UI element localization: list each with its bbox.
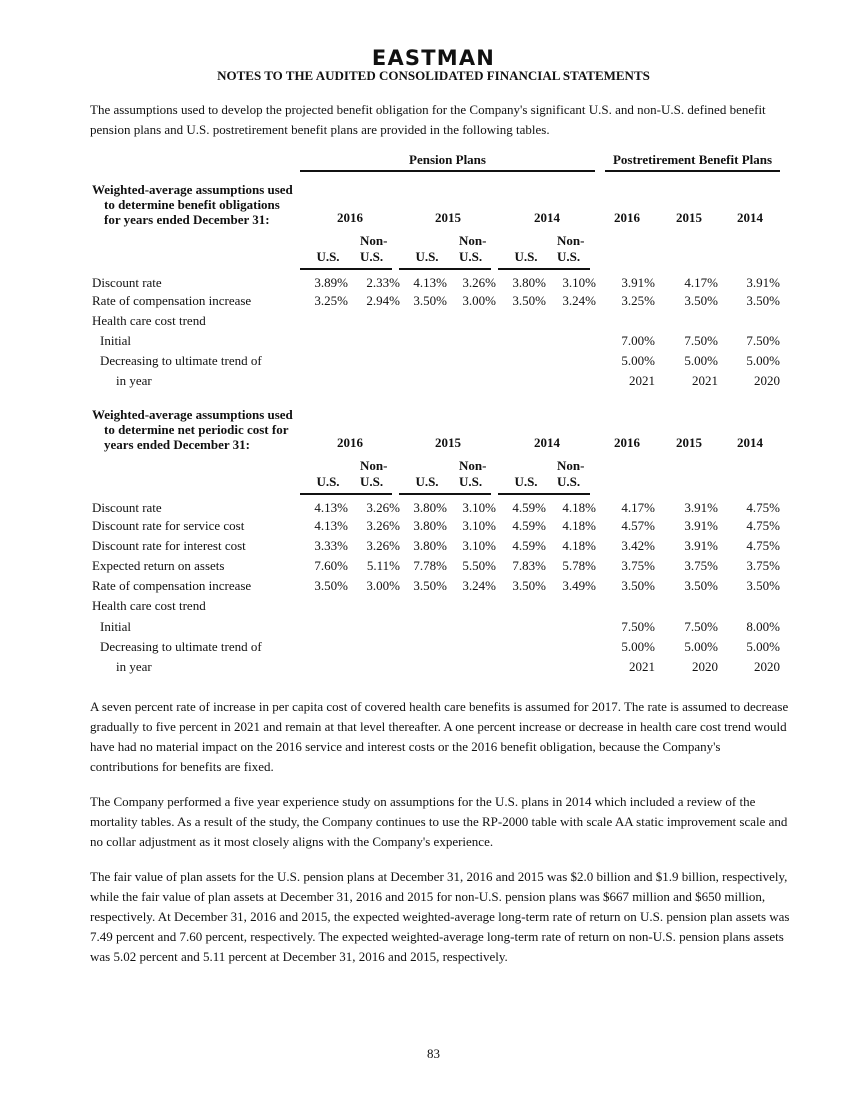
postretirement-value-cell: 3.91% [684, 500, 718, 515]
column-group-rule [498, 268, 590, 270]
non-us-column-header [557, 458, 597, 490]
pension-value-cell: 4.59% [512, 538, 546, 553]
pension-value-cell: 3.25% [314, 293, 348, 308]
postretirement-value-cell: 2020 [754, 659, 780, 674]
postretirement-value-cell: 3.25% [621, 293, 655, 308]
non-us-line-1: Non- [557, 233, 585, 248]
postretirement-value-cell: 5.00% [746, 353, 780, 368]
company-logo: EASTMAN [371, 46, 496, 70]
pension-year-header: 2015 [435, 435, 461, 450]
section-title-line: Weighted-average assumptions used [92, 407, 293, 422]
row-label: Discount rate for service cost [92, 518, 245, 533]
pension-value-cell: 3.50% [413, 293, 447, 308]
pension-value-cell: 4.18% [562, 518, 596, 533]
postretirement-value-cell: 7.50% [746, 333, 780, 348]
postretirement-value-cell: 5.00% [684, 353, 718, 368]
postretirement-value-cell: 2021 [629, 659, 655, 674]
postretirement-value-cell: 5.00% [621, 639, 655, 654]
postretirement-value-cell: 3.75% [684, 558, 718, 573]
non-us-column-header [360, 233, 400, 265]
pension-value-cell: 3.33% [314, 538, 348, 553]
section-title-line: to determine benefit obligations [104, 197, 280, 212]
pension-value-cell: 4.13% [413, 275, 447, 290]
pension-value-cell: 3.80% [512, 275, 546, 290]
postretirement-value-cell: 3.50% [621, 578, 655, 593]
postretirement-value-cell: 3.50% [746, 578, 780, 593]
postretirement-value-cell: 7.50% [684, 333, 718, 348]
pension-value-cell: 4.59% [512, 500, 546, 515]
non-us-line-2: U.S. [360, 249, 384, 264]
pension-value-cell: 4.13% [314, 518, 348, 533]
us-column-header: U.S. [514, 249, 538, 264]
pension-value-cell: 5.50% [462, 558, 496, 573]
row-label: Decreasing to ultimate trend of [100, 353, 262, 368]
pension-value-cell: 3.50% [314, 578, 348, 593]
postretirement-value-cell: 7.50% [621, 619, 655, 634]
row-label: Health care cost trend [92, 313, 206, 328]
pension-value-cell: 3.24% [562, 293, 596, 308]
non-us-line-1: Non- [557, 458, 585, 473]
row-label: Initial [100, 619, 132, 634]
us-column-header: U.S. [415, 474, 439, 489]
row-label: Rate of compensation increase [92, 578, 252, 593]
pension-year-header: 2014 [534, 435, 560, 450]
pension-year-header: 2015 [435, 210, 461, 225]
postretirement-year-header: 2015 [676, 435, 702, 450]
postretirement-value-cell: 3.75% [746, 558, 780, 573]
non-us-column-header [459, 233, 499, 265]
row-label: Discount rate for interest cost [92, 538, 246, 553]
non-us-line-2: U.S. [557, 249, 581, 264]
column-group-rule [300, 268, 392, 270]
non-us-column-header [459, 458, 499, 490]
postretirement-value-cell: 4.75% [746, 518, 780, 533]
non-us-line-2: U.S. [557, 474, 581, 489]
pension-value-cell: 4.13% [314, 500, 348, 515]
pension-value-cell: 3.26% [366, 500, 400, 515]
postretirement-value-cell: 3.42% [621, 538, 655, 553]
pension-value-cell: 3.26% [366, 518, 400, 533]
pension-value-cell: 3.50% [512, 578, 546, 593]
non-us-column-header [360, 458, 400, 490]
pension-value-cell: 3.24% [462, 578, 496, 593]
row-label: Rate of compensation increase [92, 293, 252, 308]
postretirement-value-cell: 4.17% [684, 275, 718, 290]
postretirement-value-cell: 3.91% [684, 538, 718, 553]
non-us-column-header [557, 233, 597, 265]
pension-value-cell: 3.50% [413, 578, 447, 593]
postretirement-value-cell: 3.50% [684, 578, 718, 593]
pension-value-cell: 3.89% [314, 275, 348, 290]
pension-value-cell: 3.49% [562, 578, 596, 593]
postretirement-value-cell: 5.00% [746, 639, 780, 654]
pension-value-cell: 3.80% [413, 518, 447, 533]
postretirement-value-cell: 2021 [692, 373, 718, 388]
section-title-line: for years ended December 31: [104, 212, 270, 227]
row-label: Discount rate [92, 500, 162, 515]
paragraph-experience-study: The Company performed a five year experience study on assumptions for the U.S. plans in 2014 which included a review of the mortality tables. As a result of the study, the Company continues to use the RP-2000 table with scale AA static improvement scale and no collar adjustment as it most closely aligns with the Company's experience. [90, 794, 788, 849]
postretirement-value-cell: 3.50% [684, 293, 718, 308]
postretirement-value-cell: 4.75% [746, 538, 780, 553]
postretirement-value-cell: 2020 [754, 373, 780, 388]
pension-value-cell: 4.18% [562, 500, 596, 515]
row-label: in year [116, 659, 152, 674]
row-label: in year [116, 373, 152, 388]
us-column-header: U.S. [514, 474, 538, 489]
postretirement-value-cell: 7.00% [621, 333, 655, 348]
row-label: Discount rate [92, 275, 162, 290]
us-column-header: U.S. [415, 249, 439, 264]
pension-value-cell: 3.00% [462, 293, 496, 308]
postretirement-value-cell: 3.91% [746, 275, 780, 290]
pension-year-header: 2014 [534, 210, 560, 225]
postretirement-year-header: 2014 [737, 435, 763, 450]
postretirement-value-cell: 3.91% [684, 518, 718, 533]
pension-value-cell: 3.26% [366, 538, 400, 553]
non-us-line-1: Non- [360, 458, 388, 473]
non-us-line-2: U.S. [459, 249, 483, 264]
postretirement-value-cell: 8.00% [746, 619, 780, 634]
paragraph-health-care-trend: A seven percent rate of increase in per capita cost of covered health care benefits is assumed for 2017. The rate is assumed to decrease gradually to five percent in 2021 and remain at that level thereafter. A one percent increase or decrease in health care cost trend would have had no material impact on the 2016 service and interest costs or the 2016 benefit obligation, because the Company's contributions for benefits are fixed. [90, 699, 789, 774]
postretirement-year-header: 2015 [676, 210, 702, 225]
postretirement-value-cell: 4.75% [746, 500, 780, 515]
section-title-line: years ended December 31: [104, 437, 250, 452]
pension-value-cell: 7.83% [512, 558, 546, 573]
postretirement-year-header: 2016 [614, 435, 640, 450]
pension-value-cell: 3.10% [462, 518, 496, 533]
non-us-line-2: U.S. [360, 474, 384, 489]
column-group-rule [498, 493, 590, 495]
pension-value-cell: 3.80% [413, 500, 447, 515]
pension-value-cell: 3.10% [462, 500, 496, 515]
pension-value-cell: 7.78% [413, 558, 447, 573]
non-us-line-1: Non- [459, 233, 487, 248]
section-title-line: Weighted-average assumptions used [92, 182, 293, 197]
section-title [92, 407, 312, 452]
row-label: Decreasing to ultimate trend of [100, 639, 262, 654]
page-number: 83 [427, 1046, 440, 1061]
postretirement-value-cell: 4.17% [621, 500, 655, 515]
pension-value-cell: 4.18% [562, 538, 596, 553]
postretirement-value-cell: 2020 [692, 659, 718, 674]
postretirement-value-cell: 5.00% [684, 639, 718, 654]
pension-plans-rule [300, 170, 595, 172]
postretirement-value-cell: 3.75% [621, 558, 655, 573]
postretirement-value-cell: 3.91% [621, 275, 655, 290]
row-label: Expected return on assets [92, 558, 225, 573]
pension-value-cell: 3.26% [462, 275, 496, 290]
pension-value-cell: 2.33% [366, 275, 400, 290]
intro-paragraph: The assumptions used to develop the projected benefit obligation for the Company's significant U.S. and non-U.S. defined benefit pension plans and U.S. postretirement benefit plans are provided in the following tables. [90, 102, 766, 137]
postretirement-value-cell: 4.57% [621, 518, 655, 533]
postretirement-value-cell: 2021 [629, 373, 655, 388]
postretirement-value-cell: 3.50% [746, 293, 780, 308]
pension-value-cell: 5.11% [366, 558, 400, 573]
us-column-header: U.S. [316, 474, 340, 489]
pension-value-cell: 7.60% [314, 558, 348, 573]
pension-value-cell: 3.00% [366, 578, 400, 593]
non-us-line-2: U.S. [459, 474, 483, 489]
us-column-header: U.S. [316, 249, 340, 264]
non-us-line-1: Non- [459, 458, 487, 473]
postretirement-value-cell: 5.00% [621, 353, 655, 368]
pension-year-header: 2016 [337, 210, 363, 225]
column-group-rule [300, 493, 392, 495]
postretirement-value-cell: 7.50% [684, 619, 718, 634]
postretirement-plans-header: Postretirement Benefit Plans [612, 152, 773, 167]
pension-value-cell: 3.80% [413, 538, 447, 553]
non-us-line-1: Non- [360, 233, 388, 248]
section-title-line: to determine net periodic cost for [104, 422, 289, 437]
pension-value-cell: 2.94% [366, 293, 400, 308]
postretirement-plans-rule [605, 170, 780, 172]
pension-value-cell: 5.78% [562, 558, 596, 573]
postretirement-year-header: 2014 [737, 210, 763, 225]
pension-value-cell: 3.50% [512, 293, 546, 308]
column-group-rule [399, 268, 491, 270]
row-label: Initial [100, 333, 132, 348]
pension-value-cell: 4.59% [512, 518, 546, 533]
pension-value-cell: 3.10% [462, 538, 496, 553]
paragraph-plan-assets: The fair value of plan assets for the U.S. pension plans at December 31, 2016 and 2015 was $2.0 billion and $1.9 billion, respectively, while the fair value of plan assets at December 31, 2016 and 2015 for non-U.S. pension plans was $667 million and $650 million, respectively. At December 31, 2016 and 2015, the expected weighted-average long-term rate of return on U.S. pension plan assets was 7.49 percent and 7.60 percent, respectively. The expected weighted-average long-term rate of return on non-U.S. pension plans assets was 5.02 percent and 5.11 percent at December 31, 2016 and 2015, respectively. [90, 869, 790, 964]
row-label: Health care cost trend [92, 598, 206, 613]
pension-year-header: 2016 [337, 435, 363, 450]
pension-value-cell: 3.10% [562, 275, 596, 290]
section-title [92, 182, 312, 227]
column-group-rule [399, 493, 491, 495]
page-subtitle: NOTES TO THE AUDITED CONSOLIDATED FINANCIAL STATEMENTS [217, 68, 650, 83]
postretirement-year-header: 2016 [614, 210, 640, 225]
pension-plans-header: Pension Plans [409, 152, 486, 167]
